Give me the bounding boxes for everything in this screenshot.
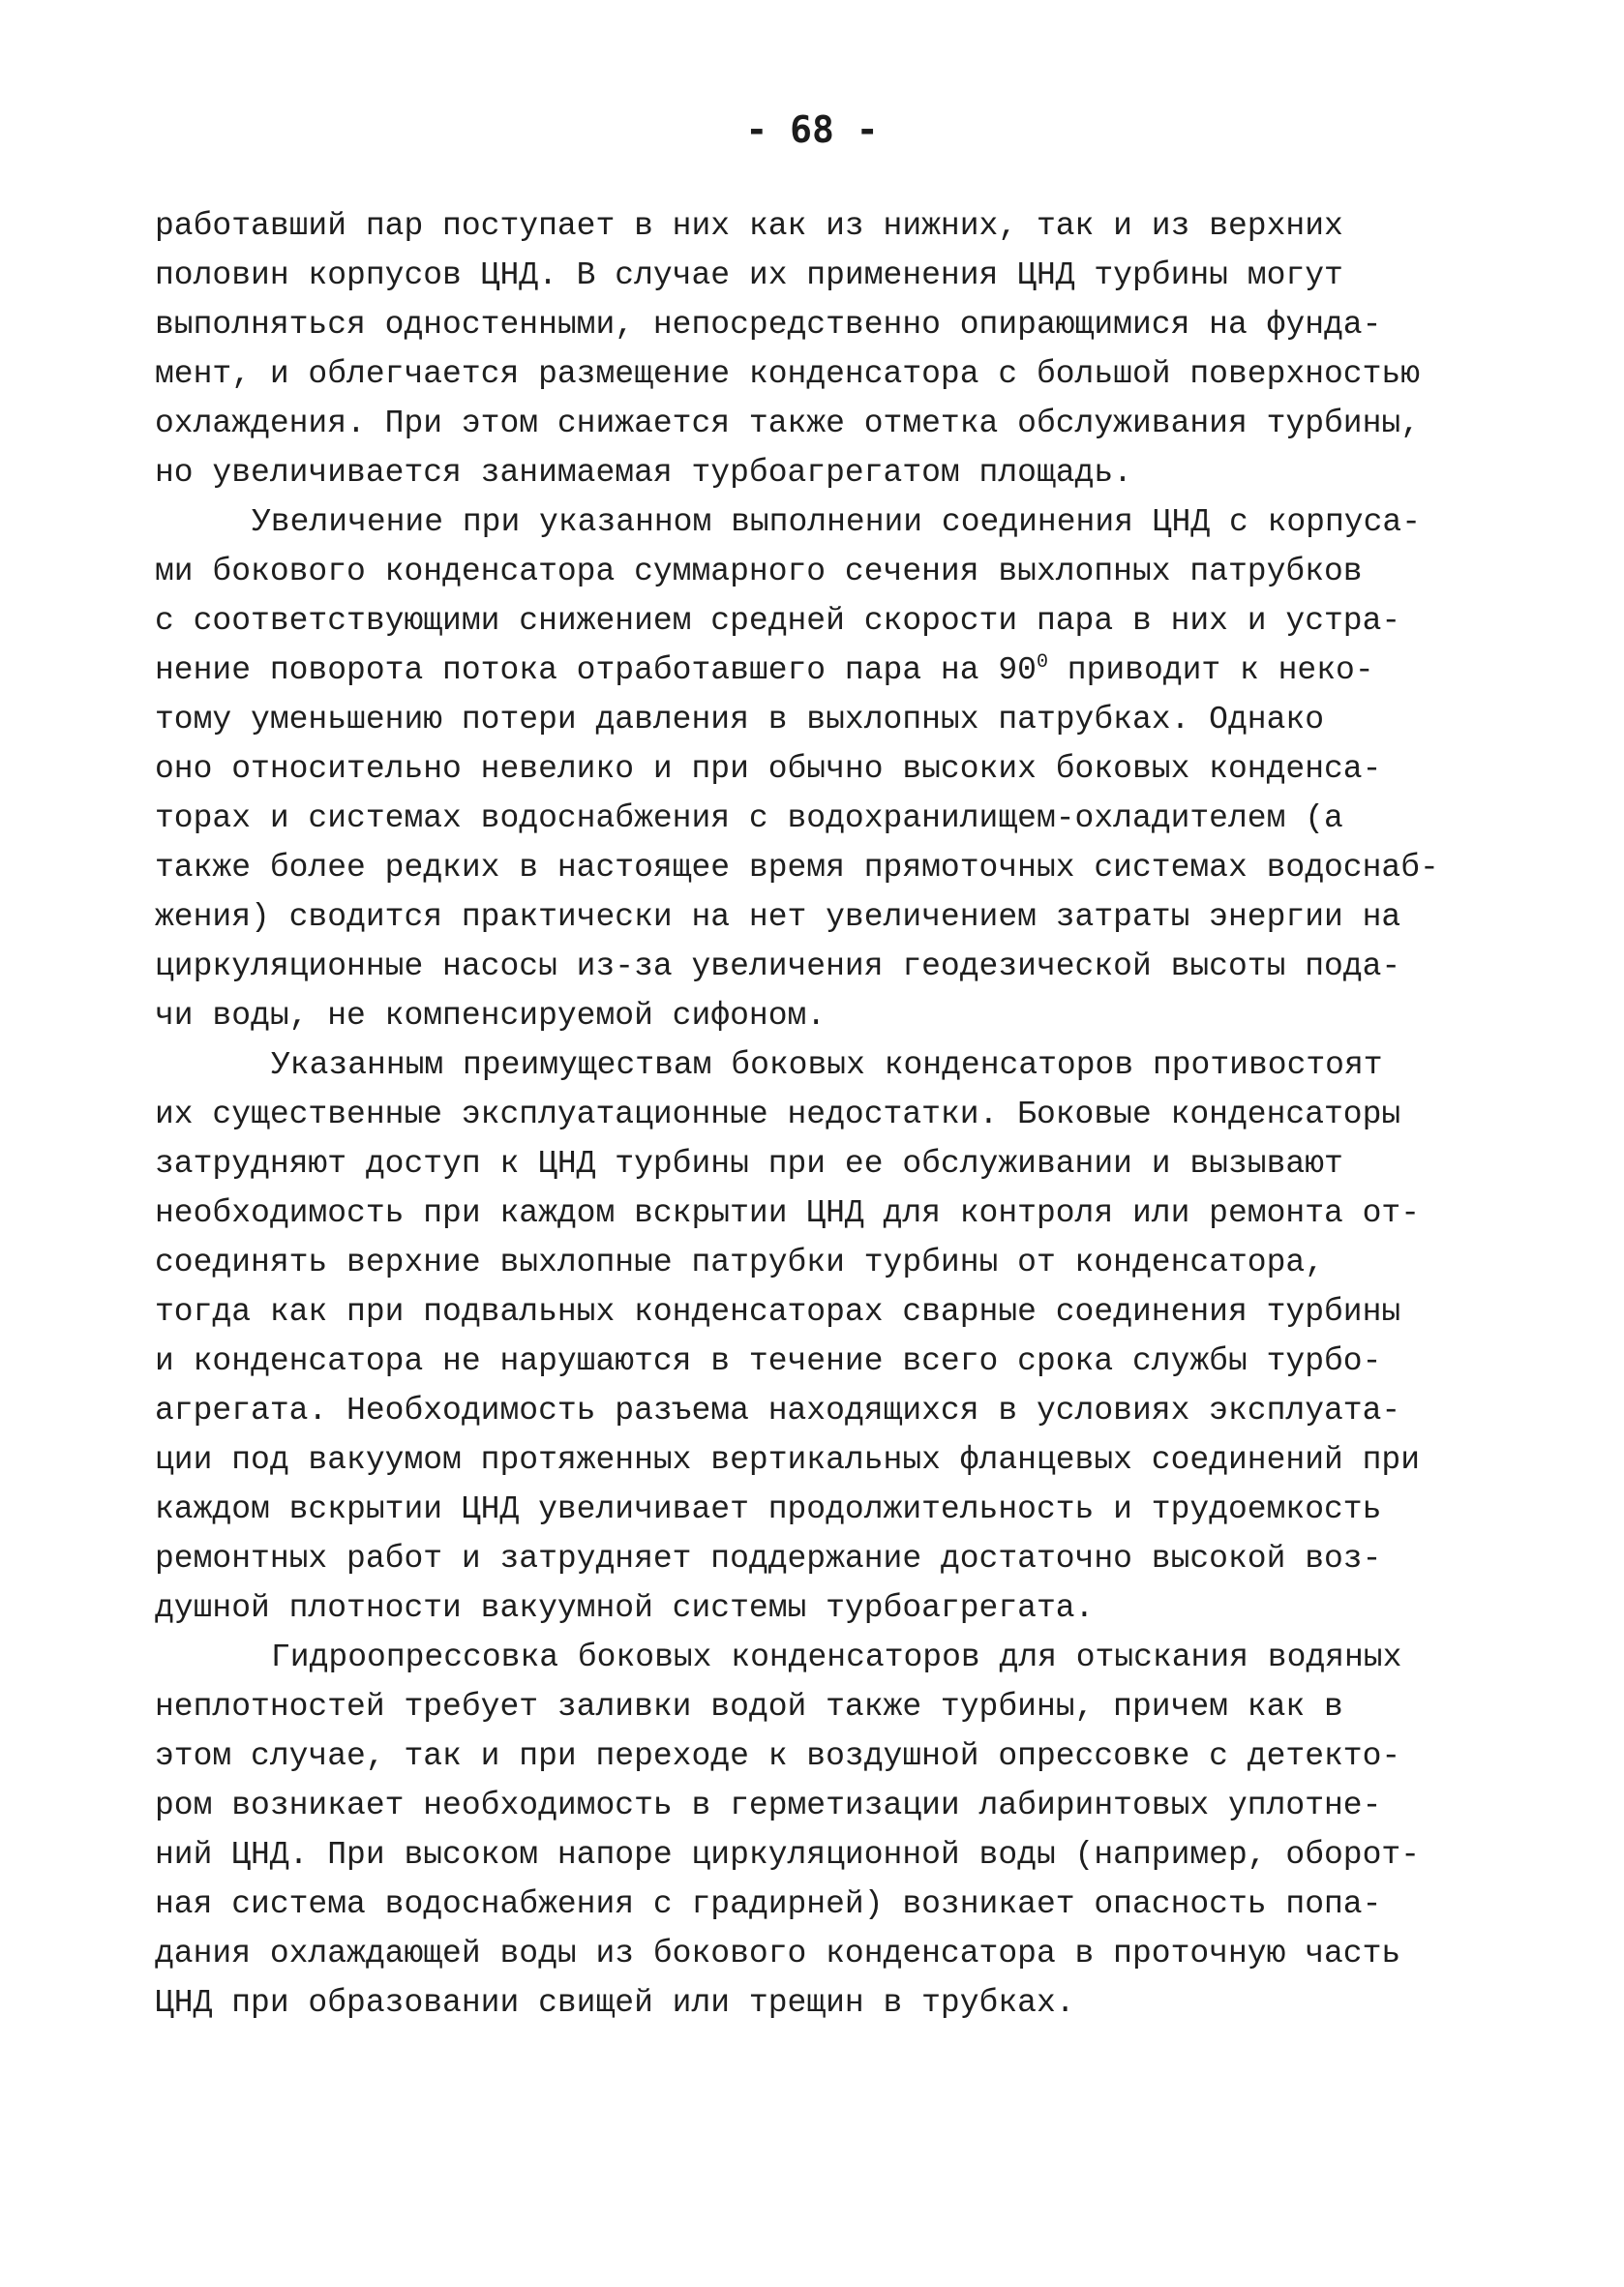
- text-line: выполняться одностенными, непосредственно опирающимися на фунда-: [155, 307, 1382, 343]
- text-line: неплотностей требует заливки водой также турбины, причем как в: [155, 1689, 1343, 1725]
- text-line: ции под вакуумом протяженных вертикальных фланцевых соединений при: [155, 1442, 1421, 1478]
- text-line: торах и системах водоснабжения с водохранилищем-охладителем (а: [155, 800, 1343, 836]
- text-line: жения) сводится практически на нет увеличением затраты энергии на: [155, 899, 1401, 935]
- text-line: и конденсатора не нарушаются в течение всего срока службы турбо-: [155, 1343, 1382, 1379]
- text-line: Указанным преимуществам боковых конденсаторов противостоят: [271, 1047, 1383, 1083]
- text-line-head: нение поворота потока отработавшего пара на 90: [155, 652, 1037, 688]
- text-line: агрегата. Необходимость разъема находящихся в условиях эксплуата-: [155, 1393, 1401, 1429]
- text-line: необходимость при каждом вскрытии ЦНД для контроля или ремонта от-: [155, 1195, 1421, 1231]
- text-line: тогда как при подвальных конденсаторах сварные соединения турбины: [155, 1294, 1401, 1330]
- body-text: [155, 201, 1549, 2028]
- text-line: с соответствующими снижением средней скорости пара в них и устра-: [155, 603, 1401, 639]
- text-line: каждом вскрытии ЦНД увеличивает продолжительность и трудоемкость: [155, 1491, 1382, 1527]
- text-line: циркуляционные насосы из-за увеличения геодезической высоты пода-: [155, 948, 1401, 984]
- text-line-tail: приводит к неко-: [1047, 652, 1374, 688]
- text-line: ремонтных работ и затрудняет поддержание достаточно высокой воз-: [155, 1541, 1382, 1577]
- text-line: тому уменьшению потери давления в выхлопных патрубках. Однако: [155, 702, 1324, 737]
- page-number: - 68 -: [745, 108, 879, 151]
- text-line: их существенные эксплуатационные недостатки. Боковые конденсаторы: [155, 1097, 1401, 1132]
- text-line: работавший пар поступает в них как из нижних, так и из верхних: [155, 208, 1343, 244]
- text-line: половин корпусов ЦНД. В случае их применения ЦНД турбины могут: [155, 257, 1343, 293]
- text-line: Гидроопрессовка боковых конденсаторов для отыскания водяных: [271, 1640, 1402, 1675]
- text-line: ром возникает необходимость в герметизации лабиринтовых уплотне-: [155, 1788, 1382, 1823]
- text-line: ЦНД при образовании свищей или трещин в трубках.: [155, 1985, 1075, 2021]
- text-line: ми бокового конденсатора суммарного сечения выхлопных патрубков: [155, 554, 1363, 589]
- text-line-with-superscript: [155, 646, 1549, 695]
- text-line: дания охлаждающей воды из бокового конденсатора в проточную часть: [155, 1936, 1401, 1971]
- text-line: чи воды, не компенсируемой сифоном.: [155, 998, 827, 1034]
- text-line: но увеличивается занимаемая турбоагрегатом площадь.: [155, 455, 1132, 491]
- text-line: Увеличение при указанном выполнении соединения ЦНД с корпуса-: [252, 504, 1421, 540]
- text-line: душной плотности вакуумной системы турбоагрегата.: [155, 1590, 1095, 1626]
- text-line: соединять верхние выхлопные патрубки турбины от конденсатора,: [155, 1245, 1324, 1280]
- text-line: ний ЦНД. При высоком напоре циркуляционной воды (например, оборот-: [155, 1837, 1421, 1873]
- text-line: охлаждения. При этом снижается также отметка обслуживания турбины,: [155, 406, 1421, 441]
- text-line: ная система водоснабжения с градирней) возникает опасность попа-: [155, 1886, 1382, 1922]
- text-line: затрудняют доступ к ЦНД турбины при ее обслуживании и вызывают: [155, 1146, 1343, 1182]
- degree-superscript: 0: [1036, 651, 1048, 674]
- text-line: этом случае, так и при переходе к воздушной опрессовке с детекто-: [155, 1738, 1401, 1774]
- text-line: мент, и облегчается размещение конденсатора с большой поверхностью: [155, 356, 1421, 392]
- text-line: также более редких в настоящее время прямоточных системах водоснаб-: [155, 850, 1439, 886]
- text-line: оно относительно невелико и при обычно высоких боковых конденса-: [155, 751, 1382, 787]
